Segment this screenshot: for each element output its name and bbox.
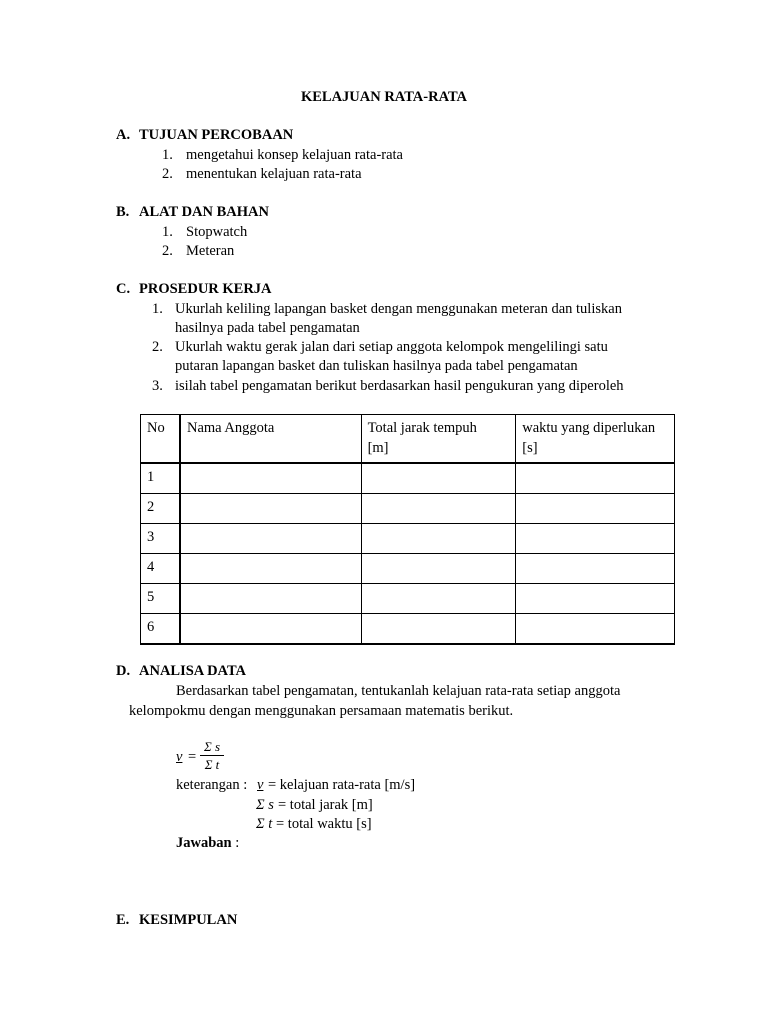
section-c-letter: C. [116,281,131,297]
table-row [141,524,675,554]
list-item-number: 2. [162,243,173,259]
list-item-number: 1. [162,224,173,240]
time-cell[interactable] [516,463,675,494]
header-distance-line2: [m] [367,439,389,456]
row-number: 4 [141,554,180,584]
row-number: 3 [141,524,180,554]
paragraph-line: kelompokmu dengan menggunakan persamaan matematis berikut. [129,703,514,719]
page-title: KELAJUAN RATA-RATA [300,89,468,105]
list-item: Stopwatch [186,224,248,240]
section-b-letter: B. [116,204,130,220]
table-row [141,614,675,645]
list-item: mengetahui konsep kelajuan rata-rata [186,147,403,163]
table-row [141,554,675,584]
time-cell[interactable] [516,584,675,614]
row-number: 2 [141,494,180,524]
list-item: Meteran [186,243,235,259]
header-distance [361,415,516,464]
keterangan-symbol: Σ t [256,816,273,832]
header-time-line1: waktu yang diperlukan [522,420,656,436]
formula-equals: = [188,749,197,765]
name-cell[interactable] [180,584,361,614]
table-row [141,584,675,614]
list-item-number: 2. [152,339,163,355]
list-item-continuation: hasilnya pada tabel pengamatan [175,320,360,336]
time-cell[interactable] [516,554,675,584]
name-cell[interactable] [180,463,361,494]
list-item: menentukan kelajuan rata-rata [186,166,362,182]
keterangan-symbol: v [257,777,264,793]
paragraph-line: Berdasarkan tabel pengamatan, tentukanlah kelajuan rata-rata setiap anggota [176,683,621,699]
section-a-title: TUJUAN PERCOBAAN [139,127,294,143]
header-no: No [141,415,180,464]
header-time [516,415,675,464]
header-distance-line1: Total jarak tempuh [367,420,477,436]
jawaban-label: Jawaban [176,835,232,851]
formula-v: v [176,749,183,765]
section-e-title: KESIMPULAN [139,912,238,928]
table-row [141,494,675,524]
header-time-line2: [s] [522,439,538,456]
keterangan-desc: = kelajuan rata-rata [m/s] [268,777,416,793]
section-d-title: ANALISA DATA [139,663,247,679]
section-e-letter: E. [116,912,130,928]
row-number: 1 [141,463,180,494]
header-name: Nama Anggota [180,415,361,464]
formula-denominator: Σ t [204,757,220,772]
list-item-number: 1. [152,301,163,317]
table-row [141,463,675,494]
name-cell[interactable] [180,554,361,584]
list-item-number: 3. [152,378,163,394]
section-c-title: PROSEDUR KERJA [139,281,272,297]
list-item-number: 1. [162,147,173,163]
time-cell[interactable] [516,614,675,645]
list-item-number: 2. [162,166,173,182]
keterangan-label: keterangan : [176,777,248,793]
row-number: 6 [141,614,180,645]
keterangan-desc: = total jarak [m] [278,797,373,813]
distance-cell[interactable] [361,494,516,524]
jawaban [176,834,239,854]
distance-cell[interactable] [361,554,516,584]
list-item: isilah tabel pengamatan berikut berdasarkan hasil pengukuran yang diperoleh [175,378,624,394]
list-item-continuation: putaran lapangan basket dan tuliskan hasilnya pada tabel pengamatan [175,358,578,374]
section-d-letter: D. [116,663,131,679]
distance-cell[interactable] [361,463,516,494]
distance-cell[interactable] [361,584,516,614]
name-cell[interactable] [180,614,361,645]
name-cell[interactable] [180,494,361,524]
keterangan-desc: = total waktu [s] [276,816,372,832]
section-a-letter: A. [116,127,131,143]
distance-cell[interactable] [361,614,516,645]
list-item: Ukurlah keliling lapangan basket dengan menggunakan meteran dan tuliskan [175,301,622,317]
list-item: Ukurlah waktu gerak jalan dari setiap anggota kelompok mengelilingi satu [175,339,608,355]
jawaban-colon: : [231,835,240,851]
section-b-title: ALAT DAN BAHAN [139,204,269,220]
keterangan-symbol: Σ s [256,797,274,813]
formula-numerator: Σ s [200,738,224,756]
row-number: 5 [141,584,180,614]
table-header-row [141,415,675,464]
name-cell[interactable] [180,524,361,554]
formula-fraction [200,738,224,773]
time-cell[interactable] [516,524,675,554]
observation-table [140,414,675,645]
time-cell[interactable] [516,494,675,524]
distance-cell[interactable] [361,524,516,554]
